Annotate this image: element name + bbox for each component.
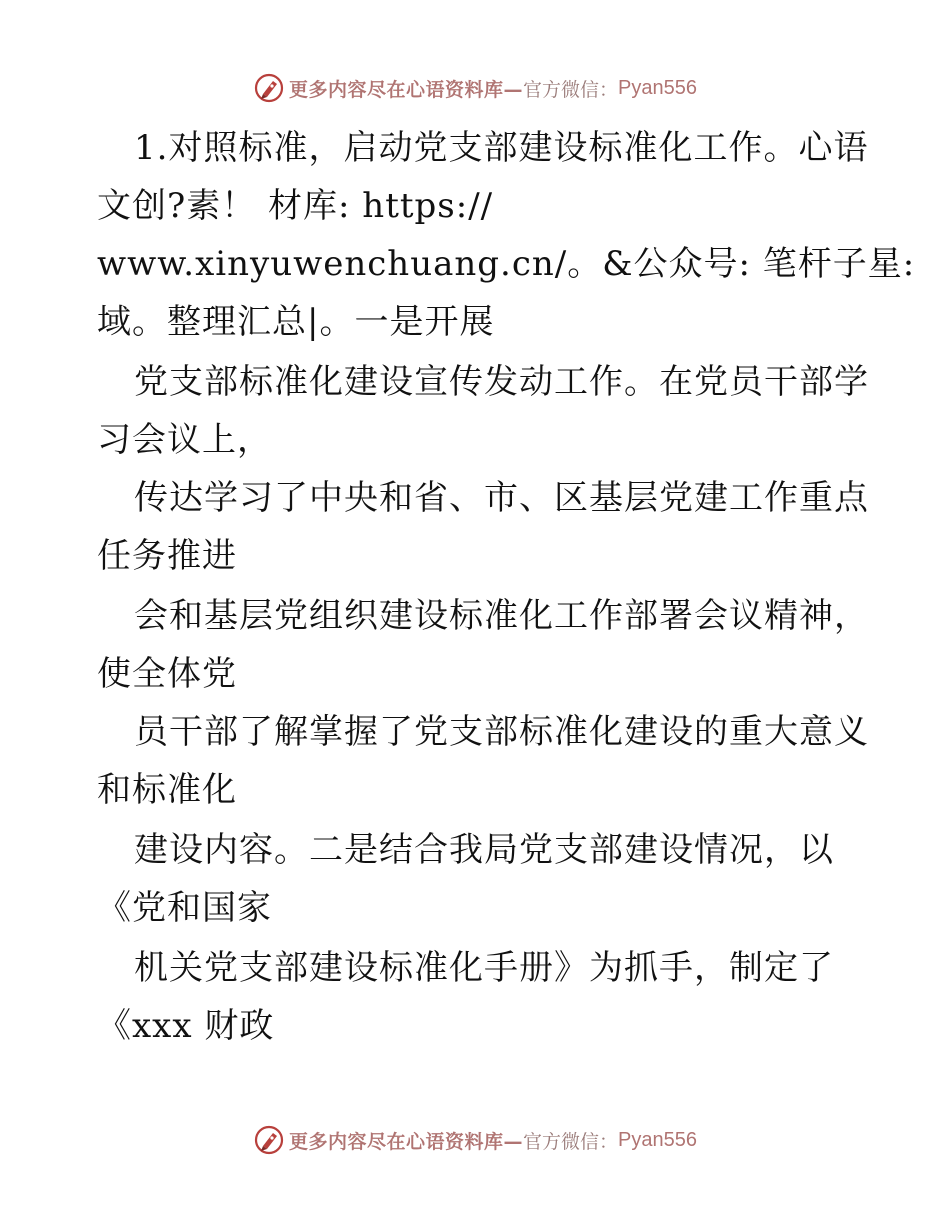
body-line: 域。整理汇总|。一是开展 — [97, 302, 495, 342]
body-line: 党支部标准化建设宣传发动工作。在党员干部学 — [134, 362, 869, 402]
body-line: 员干部了解掌握了党支部标准化建设的重大意义 — [134, 712, 869, 752]
footer-watermark — [0, 1122, 950, 1158]
header-watermark — [0, 70, 950, 106]
watermark-text: 更多内容尽在心语资料库— — [289, 78, 524, 101]
body-line: 1.对照标准，启动党支部建设标准化工作。心语 — [134, 128, 869, 168]
body-line: 习会议上， — [97, 420, 272, 460]
body-line: 《xxx 财政 — [97, 1006, 275, 1046]
body-line: 《党和国家 — [97, 888, 272, 928]
body-line: 文创?素！ 材库: https:// — [97, 186, 494, 226]
body-line: www.xinyuwenchuang.cn/。&公众号: 笔杆子星: — [97, 244, 916, 284]
watermark-wechat-id: Pyan556 — [618, 1128, 697, 1151]
watermark-wechat-label: 官方微信： — [523, 1130, 619, 1153]
body-line: 任务推进 — [97, 536, 237, 576]
body-line: 使全体党 — [97, 654, 237, 694]
body-line: 机关党支部建设标准化手册》为抓手，制定了 — [134, 948, 834, 988]
body-line: 建设内容。二是结合我局党支部建设情况，以 — [134, 830, 834, 870]
pen-nib-circle-icon — [253, 72, 285, 104]
body-line: 和标准化 — [97, 770, 237, 810]
pen-nib-circle-icon — [253, 1124, 285, 1156]
watermark-wechat-label: 官方微信： — [523, 78, 619, 101]
body-line: 会和基层党组织建设标准化工作部署会议精神， — [134, 596, 869, 636]
watermark-wechat-id: Pyan556 — [618, 76, 697, 99]
body-line: 传达学习了中央和省、市、区基层党建工作重点 — [134, 478, 869, 518]
watermark-text: 更多内容尽在心语资料库— — [289, 1130, 524, 1153]
